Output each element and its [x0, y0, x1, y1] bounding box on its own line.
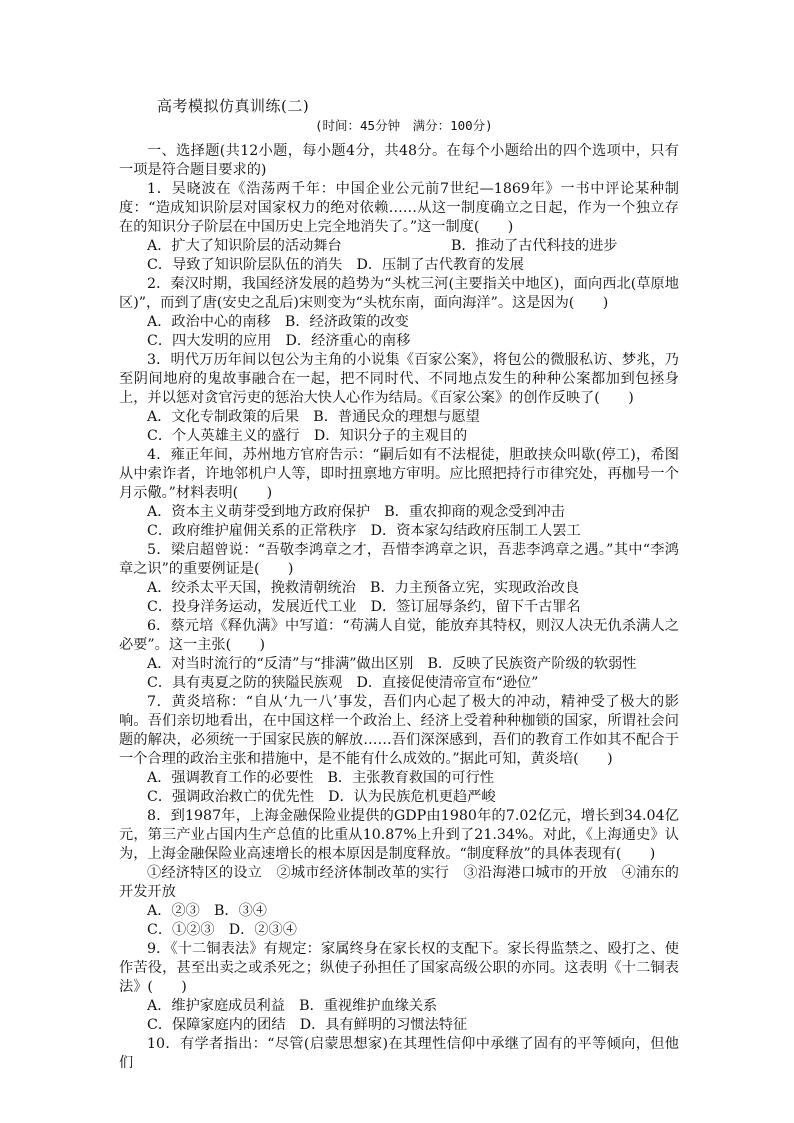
section-intro: 一、选择题(共12小题，每小题4分，共48分。在每个小题给出的四个选项中，只有一项是符合题目要求的) [119, 143, 679, 178]
option-line: A．政治中心的南移 B．经济政策的改变 [147, 314, 409, 330]
option-line: C．四大发明的应用 D．经济重心的南移 [147, 333, 411, 349]
exam-timing: (时间：45分钟 满分：100分) [315, 118, 493, 133]
option-row [119, 237, 679, 256]
question-sub-items: ①经济特区的设立 ②城市经济体制改革的实行 ③沿海港口城市的开放 ④浦东的开发开放 [119, 865, 679, 900]
question-stem: 4．雍正年间，苏州地方官府告示：“嗣后如有不法棍徒，胆敢挟众叫歇(停工)，希图从中索诈者，许地邻机户人等，即时扭禀地方审明。应比照把持行市律究处，再枷号一个月示儆。”材料表明( ) [119, 447, 679, 501]
option-b: B．推动了古代科技的进步 [451, 238, 618, 254]
option-line: C．强调政治救亡的优先性 D．认为民族危机更趋严峻 [147, 789, 496, 805]
option-line: A．绞杀太平天国，挽救清朝统治 B．力主预备立宪，实现政治改良 [147, 580, 580, 596]
question-stem: 7．黄炎培称：“自从‘九一八’事发，吾们内心起了极大的冲动，精神受了极大的影响。吾们亲切地看出，在中国这样一个政治上、经济上受着种种枷锁的国家，所谓社会问题的解决，必须统一于国家民族的解放……吾们深深感到，吾们的教育工作如其不配合于一个合理的政治主张和措施中，是不能有什么成效的。”据此可知，黄炎培( ) [119, 694, 679, 767]
question-stem: 5．梁启超曾说：“吾敬李鸿章之才，吾惜李鸿章之识，吾悲李鸿章之遇。”其中“李鸿章之识”的重要例证是( ) [119, 542, 679, 577]
option-line: C．导致了知识阶层队伍的消失 D．压制了古代教育的发展 [147, 257, 524, 273]
question-stem: 10．有学者指出：“尽管(启蒙思想家)在其理性信仰中承继了固有的平等倾向，但他们 [119, 1036, 679, 1071]
option-line: C．投身洋务运动，发展近代工业 D．签订屈辱条约，留下千古罪名 [147, 599, 581, 615]
option-line: A．②③ B．③④ [147, 903, 267, 919]
option-line: C．政府维护雇佣关系的正常秩序 D．资本家勾结政府压制工人罢工 [147, 523, 581, 539]
option-line: A．维护家庭成员利益 B．重视维护血缘关系 [147, 998, 438, 1014]
option-a: A．扩大了知识阶层的活动舞台 [147, 238, 342, 254]
option-line: A．文化专制政策的后果 B．普通民众的理想与愿望 [147, 409, 480, 425]
option-line: A．对当时流行的“反清”与“排满”做出区别 B．反映了民族资产阶级的软弱性 [147, 656, 637, 672]
option-line: A．资本主义萌芽受到地方政府保护 B．重农抑商的观念受到冲击 [147, 504, 565, 520]
question-stem: 1．吴晓波在《浩荡两千年：中国企业公元前7世纪—1869年》一书中评论某种制度：“造成知识阶层对国家权力的绝对依赖……从这一制度确立之日起，作为一个独立存在的知识分子阶层在中国历史上完全地消失了。”这一制度( ) [119, 181, 679, 235]
option-line: C．个人英雄主义的盛行 D．知识分子的主观目的 [147, 428, 468, 444]
document-body [119, 142, 679, 1073]
question-stem: 3．明代万历年间以包公为主角的小说集《百家公案》，将包公的微服私访、梦兆，乃至阴间地府的鬼故事融合在一起，把不同时代、不同地点发生的种种公案都加到包拯身上，并以惩对贪官污吏的惩治大快人心作为结局。《百家公案》的创作反映了( ) [119, 352, 679, 406]
document-title: 高考模拟仿真训练(二) [157, 97, 310, 115]
option-line: C．具有夷夏之防的狭隘民族观 D．直接促使清帝宣布“逊位” [147, 675, 539, 691]
question-stem: 6．蔡元培《释仇满》中写道：“苟满人自觉，能放弃其特权，则汉人决无仇杀满人之必要”。这一主张( ) [119, 618, 679, 653]
option-line: C．①②③ D．②③④ [147, 922, 297, 938]
option-line: C．保障家庭内的团结 D．具有鲜明的习惯法特征 [147, 1017, 468, 1033]
question-stem: 2．秦汉时期，我国经济发展的趋势为“头枕三河(主要指关中地区)，面向西北(草原地区)”，而到了唐(安史之乱后)宋则变为“头枕东南，面向海洋”。这是因为( ) [119, 276, 679, 311]
option-line: A．强调教育工作的必要性 B．主张教育救国的可行性 [147, 770, 494, 786]
question-stem: 9．《十二铜表法》有规定：家属终身在家长权的支配下。家长得监禁之、殴打之、使作苦役，甚至出卖之或杀死之；纵使子孙担任了国家高级公职的亦同。这表明《十二铜表法》( ) [119, 941, 679, 995]
question-stem: 8．到1987年，上海金融保险业提供的GDP由1980年的7.02亿元，增长到34.04亿元，第三产业占国内生产总值的比重从10.87%上升到了21.34%。对此，《上海通史》认为，上海金融保险业高速增长的根本原因是制度释放。“制度释放”的具体表现有( ) [119, 808, 679, 862]
